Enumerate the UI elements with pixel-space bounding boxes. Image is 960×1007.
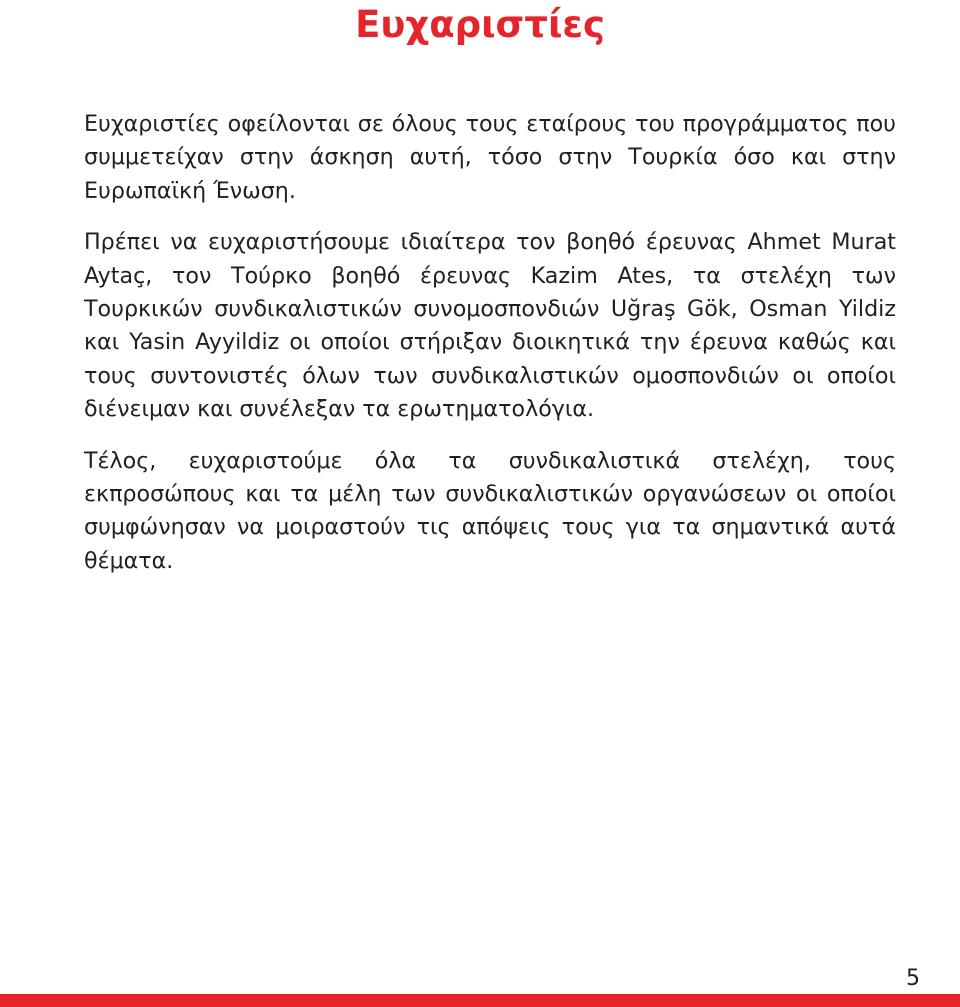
paragraph-intro: Ευχαριστίες οφείλονται σε όλους τους εταίρους του προγράμματος που συμμετείχαν στην άσκηση αυτή, τόσο στην Τουρκία όσο και στην Ευρωπαϊκή Ένωση.	[84, 111, 896, 204]
paragraph-closing: Τέλος, ευχαριστούμε όλα τα συνδικαλιστικά στελέχη, τους εκπροσώπους και τα μέλη των συνδικαλιστικών οργανώσεων οι οποίοι συμφώνησαν να μοιραστούν τις απόψεις τους για τα σημαντικά αυτά θέματα.	[84, 447, 896, 574]
acknowledgements-body	[84, 108, 896, 578]
page-title: Ευχαριστίες	[355, 3, 605, 46]
page-number: 5	[906, 966, 920, 991]
footer-accent-bar	[0, 994, 960, 1007]
paragraph-thanks: Πρέπει να ευχαριστήσουμε ιδιαίτερα τον βοηθό έρευνας Ahmet Murat Aytaç, τον Τούρκο βοηθό έρευνας Kazim Ates, τα στελέχη των Τουρκικών συνδικαλιστικών συνομοσπονδιών Uğraş Gök, Osman Yildiz και Yasin Ayyildiz οι οποίοι στήριξαν διοικητικά την έρευνα καθώς και τους συντονιστές όλων των συνδικαλιστικών ομοσπονδιών οι οποίοι διένειμαν και συνέλεξαν τα ερωτηματολόγια.	[84, 229, 896, 423]
